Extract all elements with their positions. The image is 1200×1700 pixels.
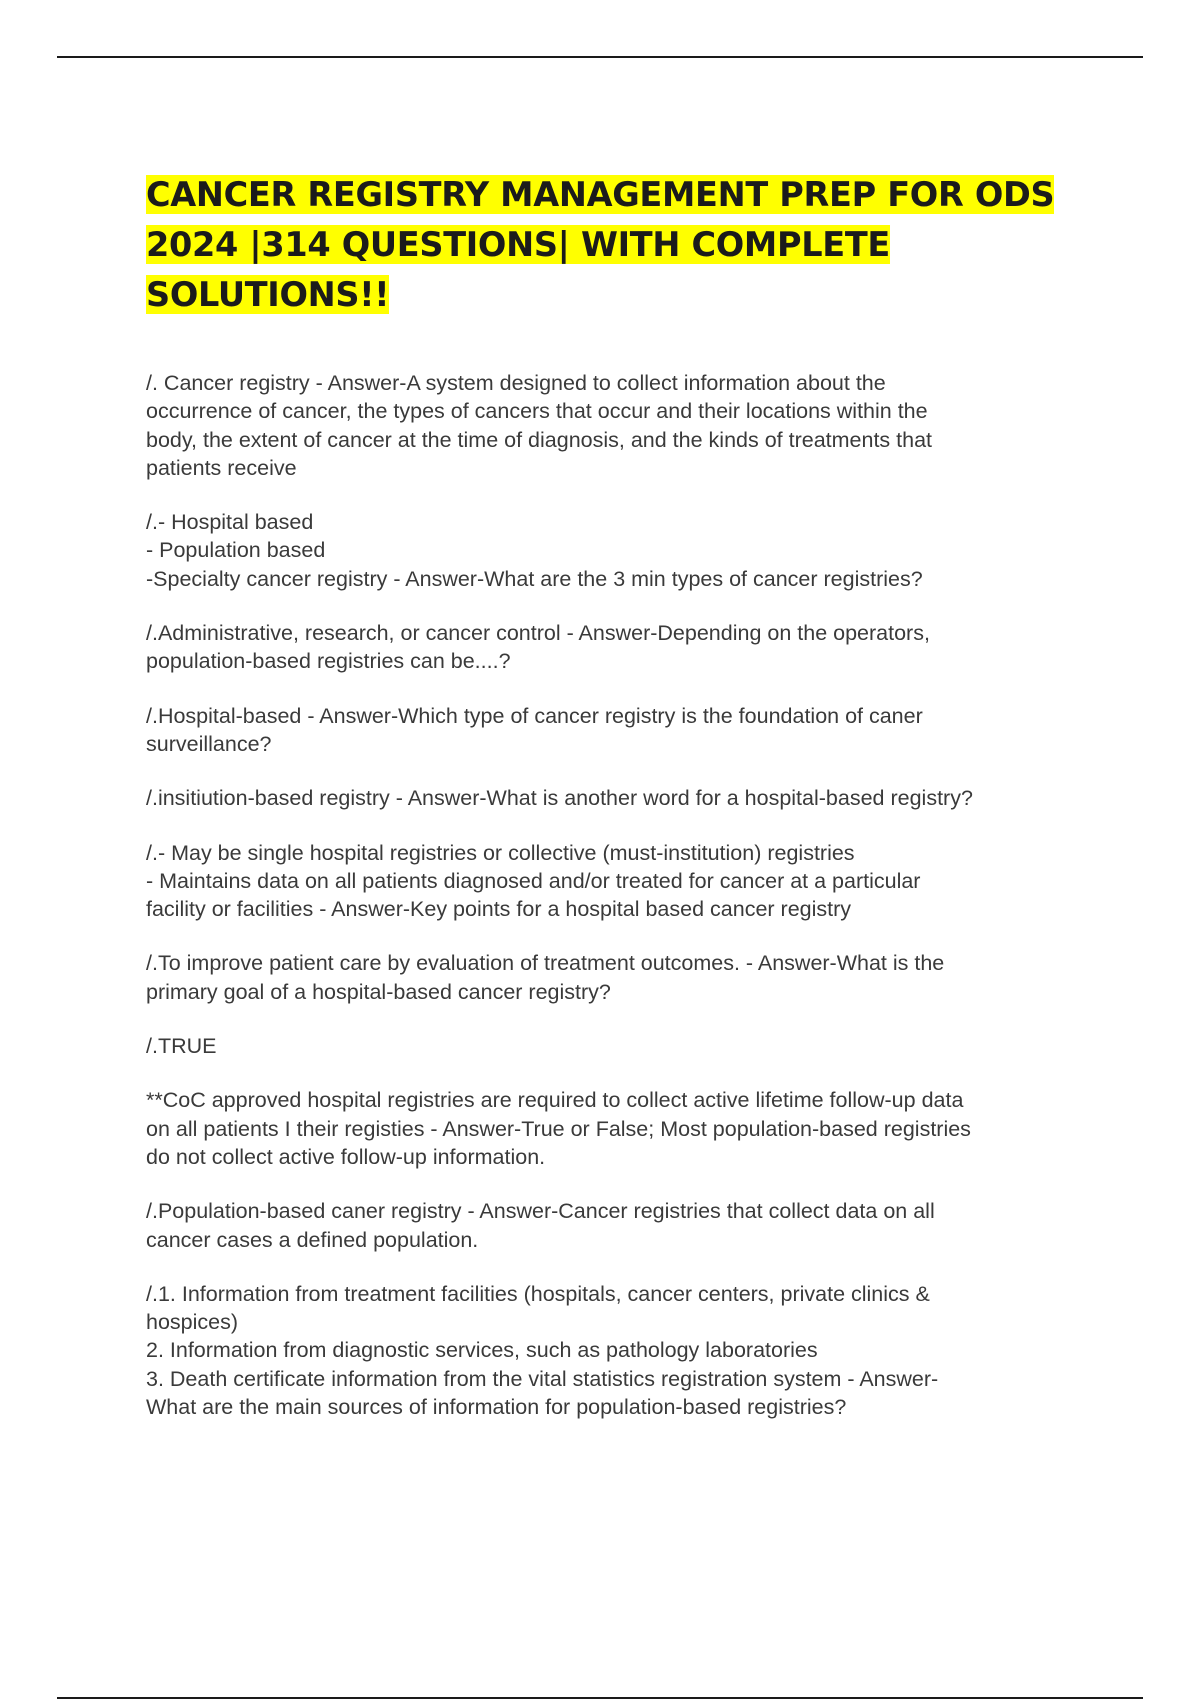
qa-item [146,1280,1091,1421]
qa-line: hospices) [146,1310,239,1335]
qa-item [146,702,1091,759]
title-line: 2024 |314 QUESTIONS| WITH COMPLETE [146,225,890,264]
qa-item [146,784,1091,812]
qa-line: primary goal of a hospital-based cancer registry? [146,979,611,1004]
qa-item [146,1197,1091,1254]
document-title [146,170,1086,320]
qa-line: surveillance? [146,731,272,756]
qa-line: -Specialty cancer registry - Answer-What are the 3 min types of cancer registries? [146,566,923,591]
qa-line: occurrence of cancer, the types of cancers that occur and their locations within the [146,399,928,424]
qa-line: /.Population-based caner registry - Answer-Cancer registries that collect data on all [146,1199,935,1224]
qa-line: - Maintains data on all patients diagnosed and/or treated for cancer at a particular [146,868,921,893]
top-rule [57,56,1143,58]
qa-line: facility or facilities - Answer-Key points for a hospital based cancer registry [146,897,852,922]
qa-line: - Population based [146,538,326,563]
qa-item [146,619,1091,676]
qa-line: /. Cancer registry - Answer-A system designed to collect information about the [146,371,886,395]
title-line: SOLUTIONS!! [146,275,390,314]
qa-line: 2. Information from diagnostic services, such as pathology laboratories [146,1338,818,1363]
qa-line: /.- Hospital based [146,510,314,535]
qa-line: /.Hospital-based - Answer-Which type of cancer registry is the foundation of caner [146,703,923,728]
qa-item [146,508,1091,593]
qa-line: 3. Death certificate information from the vital statistics registration system - Answer- [146,1366,939,1391]
qa-line: on all patients I their registies - Answer-True or False; Most population-based registries [146,1116,971,1141]
qa-line: /.- May be single hospital registries or collective (must-institution) registries [146,840,855,865]
title-line: CANCER REGISTRY MANAGEMENT PREP FOR ODS [146,175,1055,214]
qa-line: cancer cases a defined population. [146,1227,479,1252]
qa-line: do not collect active follow-up information. [146,1144,546,1169]
qa-item [146,369,1091,482]
qa-line: /.To improve patient care by evaluation of treatment outcomes. - Answer-What is the [146,951,945,976]
qa-line: /.insitiution-based registry - Answer-What is another word for a hospital-based registry? [146,786,973,811]
qa-line: /.TRUE [146,1034,217,1059]
qa-line: patients receive [146,455,297,480]
qa-line: What are the main sources of information for population-based registries? [146,1395,847,1420]
document-body [146,369,1091,1447]
qa-item [146,1086,1091,1171]
bottom-rule [57,1697,1143,1699]
qa-line: /.1. Information from treatment facilities (hospitals, cancer centers, private clinics & [146,1281,930,1306]
qa-line: /.Administrative, research, or cancer control - Answer-Depending on the operators, [146,621,930,646]
qa-item [146,1032,1091,1060]
qa-line: population-based registries can be....? [146,649,511,674]
qa-item [146,949,1091,1006]
qa-item [146,839,1091,924]
qa-line: body, the extent of cancer at the time of diagnosis, and the kinds of treatments that [146,427,933,452]
qa-line: **CoC approved hospital registries are required to collect active lifetime follow-up data [146,1088,964,1113]
